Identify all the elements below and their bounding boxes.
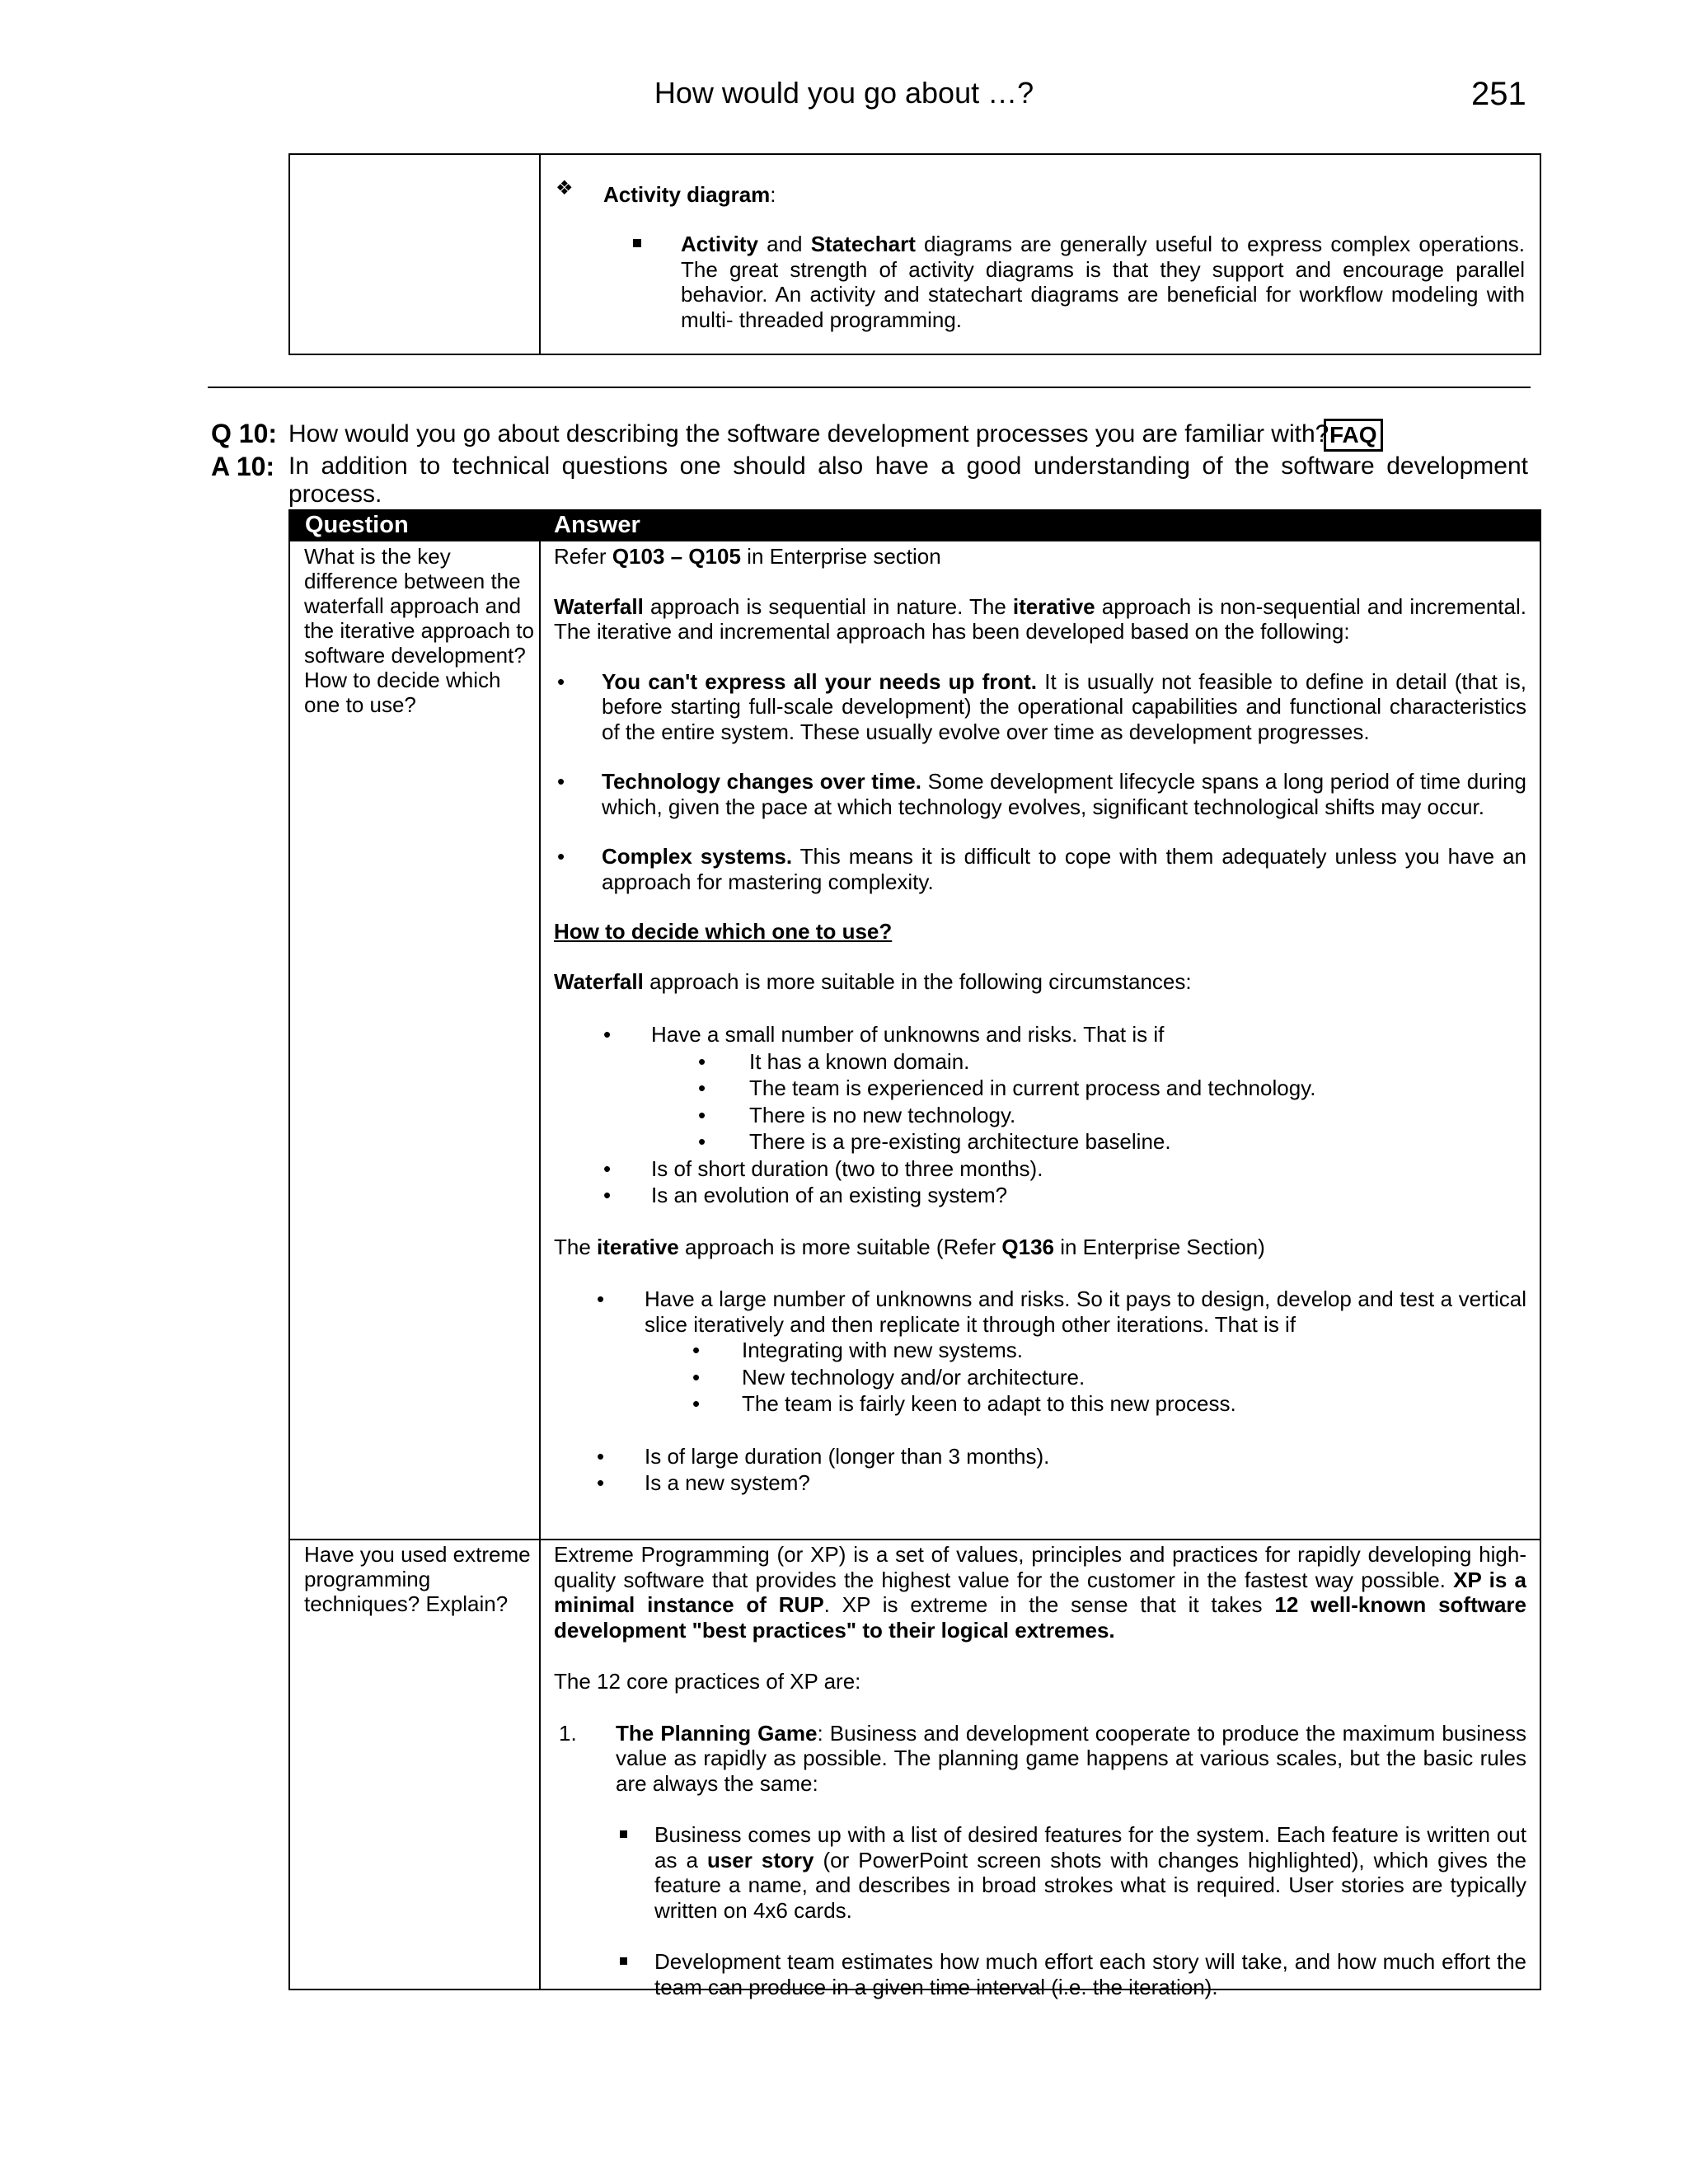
- text-bold: Technology changes over time.: [602, 769, 921, 794]
- text: Have a small number of unknowns and risks. That is if: [651, 1022, 1165, 1047]
- list-item: [554, 844, 1526, 894]
- text: It is usually not feasible to define in detail (that is, before starting full-scale development) the operational capabilities and functional characteristics of the entire system. These usually evolve over time as development progresses.: [602, 668, 1526, 744]
- decide-heading: [554, 919, 1526, 944]
- text: in Enterprise Section): [1054, 1234, 1265, 1259]
- bullet-icon: •: [557, 668, 565, 694]
- list-item: [554, 1443, 1526, 1470]
- text: : Business and development cooperate to produce the maximum business value as rapidly as possible. The planning game happens at various scales, but the basic rules are always the same:: [616, 1720, 1526, 1796]
- list-item: [554, 1128, 1526, 1155]
- text: approach is more suitable in the following circumstances:: [643, 968, 1192, 994]
- activity-diagram-paragraph: [681, 232, 1525, 332]
- text-bold: 12 well-known software development "best practices" to their logical extremes.: [554, 1592, 1527, 1643]
- text-bold: Complex systems.: [602, 844, 793, 869]
- activity-diagram-table: [288, 153, 1541, 355]
- text: Is an evolution of an existing system?: [651, 1183, 1008, 1207]
- list-item: [554, 1822, 1526, 1923]
- text: (or PowerPoint screen shots with changes highlighted), which gives the feature a name, and describes in broad strokes what is required. User stories are typically written on 4x6 cards.: [654, 1847, 1526, 1923]
- text-bold: You can't express all your needs up front.: [602, 668, 1038, 694]
- text: Integrating with new systems.: [742, 1338, 1024, 1362]
- text: It has a known domain.: [749, 1048, 970, 1074]
- list-item: [554, 1721, 1526, 1797]
- answer-label: A 10:: [211, 452, 275, 481]
- bullet-icon: •: [698, 1076, 706, 1100]
- text: approach is sequential in nature. The: [643, 593, 1013, 619]
- activity-diagram-title: Activity diagram: [603, 182, 771, 207]
- text-bold: iterative: [1012, 593, 1095, 619]
- list-item: [554, 1048, 1526, 1076]
- iterative-list: [554, 1286, 1526, 1497]
- core-practices-intro: The 12 core practices of XP are:: [554, 1669, 861, 1694]
- bullet-icon: •: [698, 1102, 706, 1127]
- term-activity: Activity: [681, 232, 758, 256]
- list-item: [554, 1182, 1526, 1209]
- text: Some development lifecycle spans a long period of time during which, given the pace at which technology evolves, significant technological shifts may occur.: [602, 769, 1526, 819]
- bullet-icon: •: [698, 1129, 706, 1154]
- para-text: diagrams are generally useful to express complex operations. The great strength of activity diagrams is that they support and encourage parallel behavior. An activity and statechart diagrams are beneficial for workflow modeling with multi- threaded programming.: [681, 232, 1526, 332]
- row2-answer: [554, 1542, 1526, 1999]
- section-divider: [208, 387, 1531, 388]
- text-bold: Q136: [1001, 1234, 1054, 1259]
- text: New technology and/or architecture.: [742, 1364, 1085, 1390]
- waterfall-intro-paragraph: [554, 594, 1526, 644]
- list-item: [554, 1155, 1526, 1183]
- row1-question: What is the key difference between the waterfall approach and the iterative approach to software development? How to decide which one to use?: [304, 544, 534, 717]
- row1-answer: [554, 544, 1526, 1497]
- text: Is a new system?: [645, 1470, 810, 1495]
- page-title: How would you go about …?: [654, 76, 1034, 110]
- bullet-icon: •: [698, 1048, 706, 1074]
- header-answer: Answer: [554, 512, 640, 538]
- list-item: [554, 669, 1526, 745]
- list-item: [554, 1469, 1526, 1497]
- list-item: [554, 1021, 1526, 1048]
- faq-badge: FAQ: [1324, 419, 1383, 452]
- bullet-icon: •: [603, 1022, 612, 1047]
- text: Business comes up with a list of desired features for the system. Each feature is written out as a: [654, 1822, 1526, 1872]
- list-item: [554, 1102, 1526, 1129]
- row2-question: Have you used extreme programming techniques? Explain?: [304, 1542, 531, 1616]
- diamond-bullet-icon: ❖: [556, 177, 574, 199]
- text-bold: The Planning Game: [616, 1720, 818, 1746]
- term-statechart: Statechart: [810, 232, 916, 256]
- text: in Enterprise section: [740, 544, 941, 569]
- bullet-icon: •: [603, 1183, 612, 1207]
- list-item: [554, 1949, 1526, 1999]
- square-bullet-icon: [633, 239, 641, 247]
- page-number: 251: [1471, 76, 1526, 112]
- refer-line: [554, 544, 1526, 569]
- para-text: and: [757, 232, 811, 256]
- text: There is a pre-existing architecture baseline.: [749, 1129, 1171, 1154]
- activity-diagram-label: [603, 182, 776, 207]
- waterfall-list: [554, 1021, 1526, 1209]
- list-item: [554, 1286, 1526, 1337]
- row-divider: [290, 1539, 1540, 1540]
- label-colon: :: [770, 182, 776, 207]
- waterfall-suitable-line: [554, 969, 1526, 995]
- column-divider: [539, 541, 541, 1989]
- text: Extreme Programming (or XP) is a set of values, principles and practices for rapidly developing high-quality software that provides the highest value for the customer in the fastest way possible.: [554, 1542, 1526, 1592]
- text: Is of short duration (two to three months).: [651, 1155, 1043, 1181]
- text-bold: XP is a minimal instance of RUP: [554, 1567, 1526, 1617]
- text: This means it is difficult to cope with them adequately unless you have an approach for mastering complexity.: [602, 844, 1526, 894]
- bullet-icon: •: [597, 1443, 605, 1469]
- qa-table: [288, 509, 1541, 1999]
- bullet-icon: •: [692, 1364, 701, 1390]
- text: Refer: [554, 544, 612, 569]
- text-bold: user story: [706, 1847, 814, 1872]
- bullet-icon: •: [557, 769, 565, 794]
- header-question: Question: [305, 512, 409, 538]
- xp-intro-paragraph: [554, 1542, 1526, 1643]
- bullet-icon: •: [603, 1155, 612, 1181]
- table-header: [290, 511, 1540, 541]
- text-bold: Q103 – Q105: [612, 544, 741, 569]
- text: . XP is extreme in the sense that it takes: [823, 1592, 1275, 1617]
- text: The team is experienced in current process and technology.: [749, 1076, 1316, 1100]
- bullet-icon: •: [597, 1286, 605, 1311]
- question-text: How would you go about describing the software development processes you are familiar with?: [288, 420, 1329, 448]
- bullet-icon: •: [692, 1338, 701, 1362]
- text: approach is non-sequential and incremental. The iterative and incremental approach has been developed based on the following:: [554, 593, 1526, 644]
- text: Is of large duration (longer than 3 months).: [645, 1443, 1050, 1469]
- text-bold: iterative: [597, 1234, 679, 1259]
- text: The: [554, 1234, 598, 1259]
- square-bullet-icon: [620, 1957, 627, 1965]
- iterative-suitable-line: [554, 1235, 1526, 1260]
- text-bold: Waterfall: [554, 593, 644, 619]
- heading-text: How to decide which one to use?: [554, 919, 893, 944]
- list-item: [554, 1364, 1526, 1391]
- text: Development team estimates how much effort each story will take, and how much effort the team can produce in a given time interval (i.e. the iteration).: [654, 1949, 1526, 1999]
- question-label: Q 10:: [211, 419, 278, 448]
- text: Have a large number of unknowns and risks. So it pays to design, develop and test a vertical slice iteratively and then replicate it through other iterations. That is if: [645, 1286, 1526, 1337]
- list-item: [554, 769, 1526, 819]
- list-item: [554, 1337, 1526, 1364]
- bullet-icon: •: [597, 1470, 605, 1495]
- bullet-icon: •: [692, 1391, 701, 1416]
- text: The team is fairly keen to adapt to this new process.: [742, 1391, 1236, 1416]
- list-item: [554, 1075, 1526, 1102]
- answer-text: In addition to technical questions one should also have a good understanding of the software development process.: [288, 452, 1528, 508]
- list-number: 1.: [559, 1720, 577, 1746]
- bullet-icon: •: [557, 844, 565, 869]
- text-bold: Waterfall: [554, 968, 644, 994]
- square-bullet-icon: [620, 1830, 627, 1838]
- text: approach is more suitable (Refer: [678, 1234, 1002, 1259]
- list-item: [554, 1390, 1526, 1418]
- column-divider: [539, 155, 541, 354]
- text: There is no new technology.: [749, 1102, 1016, 1127]
